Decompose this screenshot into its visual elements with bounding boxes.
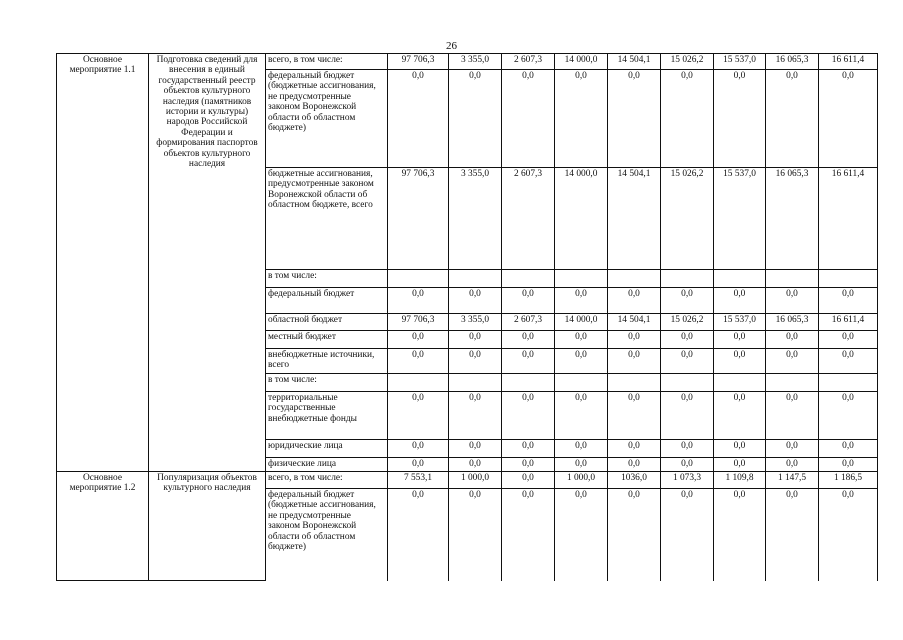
funding-value: 7 553,1: [388, 472, 449, 489]
funding-value: 0,0: [555, 331, 608, 349]
funding-value: 0,0: [714, 458, 766, 472]
funding-value: 0,0: [766, 331, 819, 349]
funding-value: 0,0: [388, 70, 449, 168]
funding-source: бюджетные ассигнования, предусмотренные законом Воронежской области об областном бюджете, всего: [266, 168, 388, 270]
funding-value: 2 607,3: [502, 54, 555, 70]
funding-value: 0,0: [388, 489, 449, 581]
funding-value: 0,0: [449, 288, 502, 314]
funding-value: 0,0: [388, 440, 449, 458]
funding-value: 16 065,3: [766, 54, 819, 70]
funding-source: в том числе:: [266, 270, 388, 288]
funding-value: 0,0: [388, 331, 449, 349]
funding-value: [449, 374, 502, 392]
funding-value: 3 355,0: [449, 54, 502, 70]
measure-title: Подготовка сведений для внесения в единый государственный реестр объектов культурного наследия (памятников истории и культуры) народов Российской Федерации и формирования паспортов объектов культурного наследия: [149, 54, 266, 472]
funding-value: [714, 270, 766, 288]
funding-value: 0,0: [608, 70, 661, 168]
funding-source: федеральный бюджет (бюджетные ассигнования, не предусмотренные законом Воронежской области об областном бюджете): [266, 70, 388, 168]
funding-value: 1 147,5: [766, 472, 819, 489]
funding-value: 0,0: [714, 331, 766, 349]
funding-value: 16 065,3: [766, 168, 819, 270]
funding-value: 0,0: [661, 331, 714, 349]
funding-value: 0,0: [608, 489, 661, 581]
funding-value: 0,0: [449, 70, 502, 168]
funding-source: в том числе:: [266, 374, 388, 392]
funding-value: 16 611,4: [819, 54, 878, 70]
funding-table: [56, 53, 878, 581]
funding-value: 0,0: [608, 331, 661, 349]
measure-code: Основное мероприятие 1.1: [57, 54, 149, 472]
funding-value: 14 000,0: [555, 168, 608, 270]
funding-value: [608, 374, 661, 392]
funding-value: 15 026,2: [661, 168, 714, 270]
funding-value: [819, 374, 878, 392]
funding-value: 2 607,3: [502, 168, 555, 270]
funding-value: 0,0: [766, 440, 819, 458]
funding-value: 0,0: [714, 70, 766, 168]
funding-value: 0,0: [608, 392, 661, 440]
funding-value: [766, 374, 819, 392]
funding-value: 0,0: [766, 349, 819, 374]
funding-value: 0,0: [608, 458, 661, 472]
funding-value: 1 000,0: [449, 472, 502, 489]
funding-value: 0,0: [388, 288, 449, 314]
funding-source: местный бюджет: [266, 331, 388, 349]
funding-value: 0,0: [449, 331, 502, 349]
funding-value: 14 504,1: [608, 314, 661, 331]
funding-value: 0,0: [714, 288, 766, 314]
funding-source: физические лица: [266, 458, 388, 472]
funding-value: 0,0: [502, 472, 555, 489]
funding-source: внебюджетные источники, всего: [266, 349, 388, 374]
funding-value: 0,0: [502, 392, 555, 440]
funding-value: 0,0: [661, 489, 714, 581]
funding-value: [502, 374, 555, 392]
funding-value: 0,0: [608, 349, 661, 374]
funding-source: федеральный бюджет: [266, 288, 388, 314]
funding-value: 1 109,8: [714, 472, 766, 489]
funding-value: 1 073,3: [661, 472, 714, 489]
funding-value: 0,0: [661, 288, 714, 314]
funding-value: 0,0: [502, 331, 555, 349]
funding-value: 14 000,0: [555, 54, 608, 70]
funding-value: 0,0: [766, 489, 819, 581]
funding-value: 3 355,0: [449, 168, 502, 270]
funding-source: всего, в том числе:: [266, 472, 388, 489]
funding-value: 0,0: [819, 70, 878, 168]
funding-value: [661, 374, 714, 392]
measure-title: Популяризация объектов культурного наследия: [149, 472, 266, 581]
funding-value: 1 186,5: [819, 472, 878, 489]
funding-value: [819, 270, 878, 288]
funding-value: 0,0: [608, 288, 661, 314]
funding-value: 0,0: [819, 288, 878, 314]
funding-value: 0,0: [608, 440, 661, 458]
funding-value: 0,0: [555, 458, 608, 472]
funding-value: 3 355,0: [449, 314, 502, 331]
funding-value: [388, 374, 449, 392]
funding-value: 0,0: [555, 440, 608, 458]
funding-value: 0,0: [661, 392, 714, 440]
funding-value: 1036,0: [608, 472, 661, 489]
funding-value: 0,0: [766, 458, 819, 472]
funding-value: 0,0: [388, 349, 449, 374]
funding-value: 0,0: [661, 458, 714, 472]
funding-value: 0,0: [714, 489, 766, 581]
funding-source: территориальные государственные внебюджетные фонды: [266, 392, 388, 440]
funding-value: [555, 270, 608, 288]
funding-value: 97 706,3: [388, 54, 449, 70]
funding-value: 0,0: [502, 440, 555, 458]
funding-source: областной бюджет: [266, 314, 388, 331]
funding-value: 0,0: [502, 458, 555, 472]
funding-value: 0,0: [819, 458, 878, 472]
funding-value: 15 026,2: [661, 54, 714, 70]
funding-value: 0,0: [502, 349, 555, 374]
funding-value: [608, 270, 661, 288]
funding-value: 0,0: [449, 489, 502, 581]
funding-value: 0,0: [714, 440, 766, 458]
funding-value: 15 026,2: [661, 314, 714, 331]
funding-value: [502, 270, 555, 288]
funding-value: 0,0: [388, 458, 449, 472]
funding-value: 0,0: [555, 288, 608, 314]
funding-value: 0,0: [388, 392, 449, 440]
funding-value: 16 611,4: [819, 314, 878, 331]
funding-value: 0,0: [555, 70, 608, 168]
funding-value: 0,0: [449, 458, 502, 472]
funding-source: юридические лица: [266, 440, 388, 458]
funding-value: 0,0: [502, 489, 555, 581]
funding-value: 0,0: [714, 349, 766, 374]
funding-value: 0,0: [819, 349, 878, 374]
funding-value: 97 706,3: [388, 314, 449, 331]
funding-value: 0,0: [555, 392, 608, 440]
funding-value: 0,0: [819, 489, 878, 581]
funding-value: 1 000,0: [555, 472, 608, 489]
funding-value: 0,0: [502, 288, 555, 314]
page-number: 26: [446, 40, 457, 52]
funding-value: 0,0: [766, 392, 819, 440]
funding-value: 0,0: [661, 70, 714, 168]
funding-value: 0,0: [661, 349, 714, 374]
funding-value: 0,0: [766, 288, 819, 314]
funding-value: 15 537,0: [714, 54, 766, 70]
funding-value: 16 065,3: [766, 314, 819, 331]
funding-value: 14 504,1: [608, 168, 661, 270]
funding-value: 97 706,3: [388, 168, 449, 270]
funding-value: 14 504,1: [608, 54, 661, 70]
funding-value: [555, 374, 608, 392]
table-row: [57, 472, 878, 489]
funding-value: 0,0: [449, 440, 502, 458]
funding-value: 0,0: [766, 70, 819, 168]
funding-value: 0,0: [555, 349, 608, 374]
table-row: [57, 54, 878, 70]
funding-value: [388, 270, 449, 288]
funding-value: 0,0: [449, 392, 502, 440]
funding-value: [449, 270, 502, 288]
funding-value: 14 000,0: [555, 314, 608, 331]
funding-value: 0,0: [714, 392, 766, 440]
funding-value: 0,0: [819, 440, 878, 458]
funding-value: 0,0: [502, 70, 555, 168]
funding-value: [714, 374, 766, 392]
funding-source: всего, в том числе:: [266, 54, 388, 70]
funding-value: 0,0: [819, 331, 878, 349]
funding-value: 15 537,0: [714, 314, 766, 331]
measure-code: Основное мероприятие 1.2: [57, 472, 149, 581]
funding-value: 0,0: [819, 392, 878, 440]
funding-value: 0,0: [661, 440, 714, 458]
funding-value: 0,0: [555, 489, 608, 581]
funding-value: 16 611,4: [819, 168, 878, 270]
funding-value: [661, 270, 714, 288]
funding-value: 15 537,0: [714, 168, 766, 270]
funding-value: 2 607,3: [502, 314, 555, 331]
funding-source: федеральный бюджет (бюджетные ассигнования, не предусмотренные законом Воронежской области об областном бюджете): [266, 489, 388, 581]
funding-value: [766, 270, 819, 288]
funding-value: 0,0: [449, 349, 502, 374]
